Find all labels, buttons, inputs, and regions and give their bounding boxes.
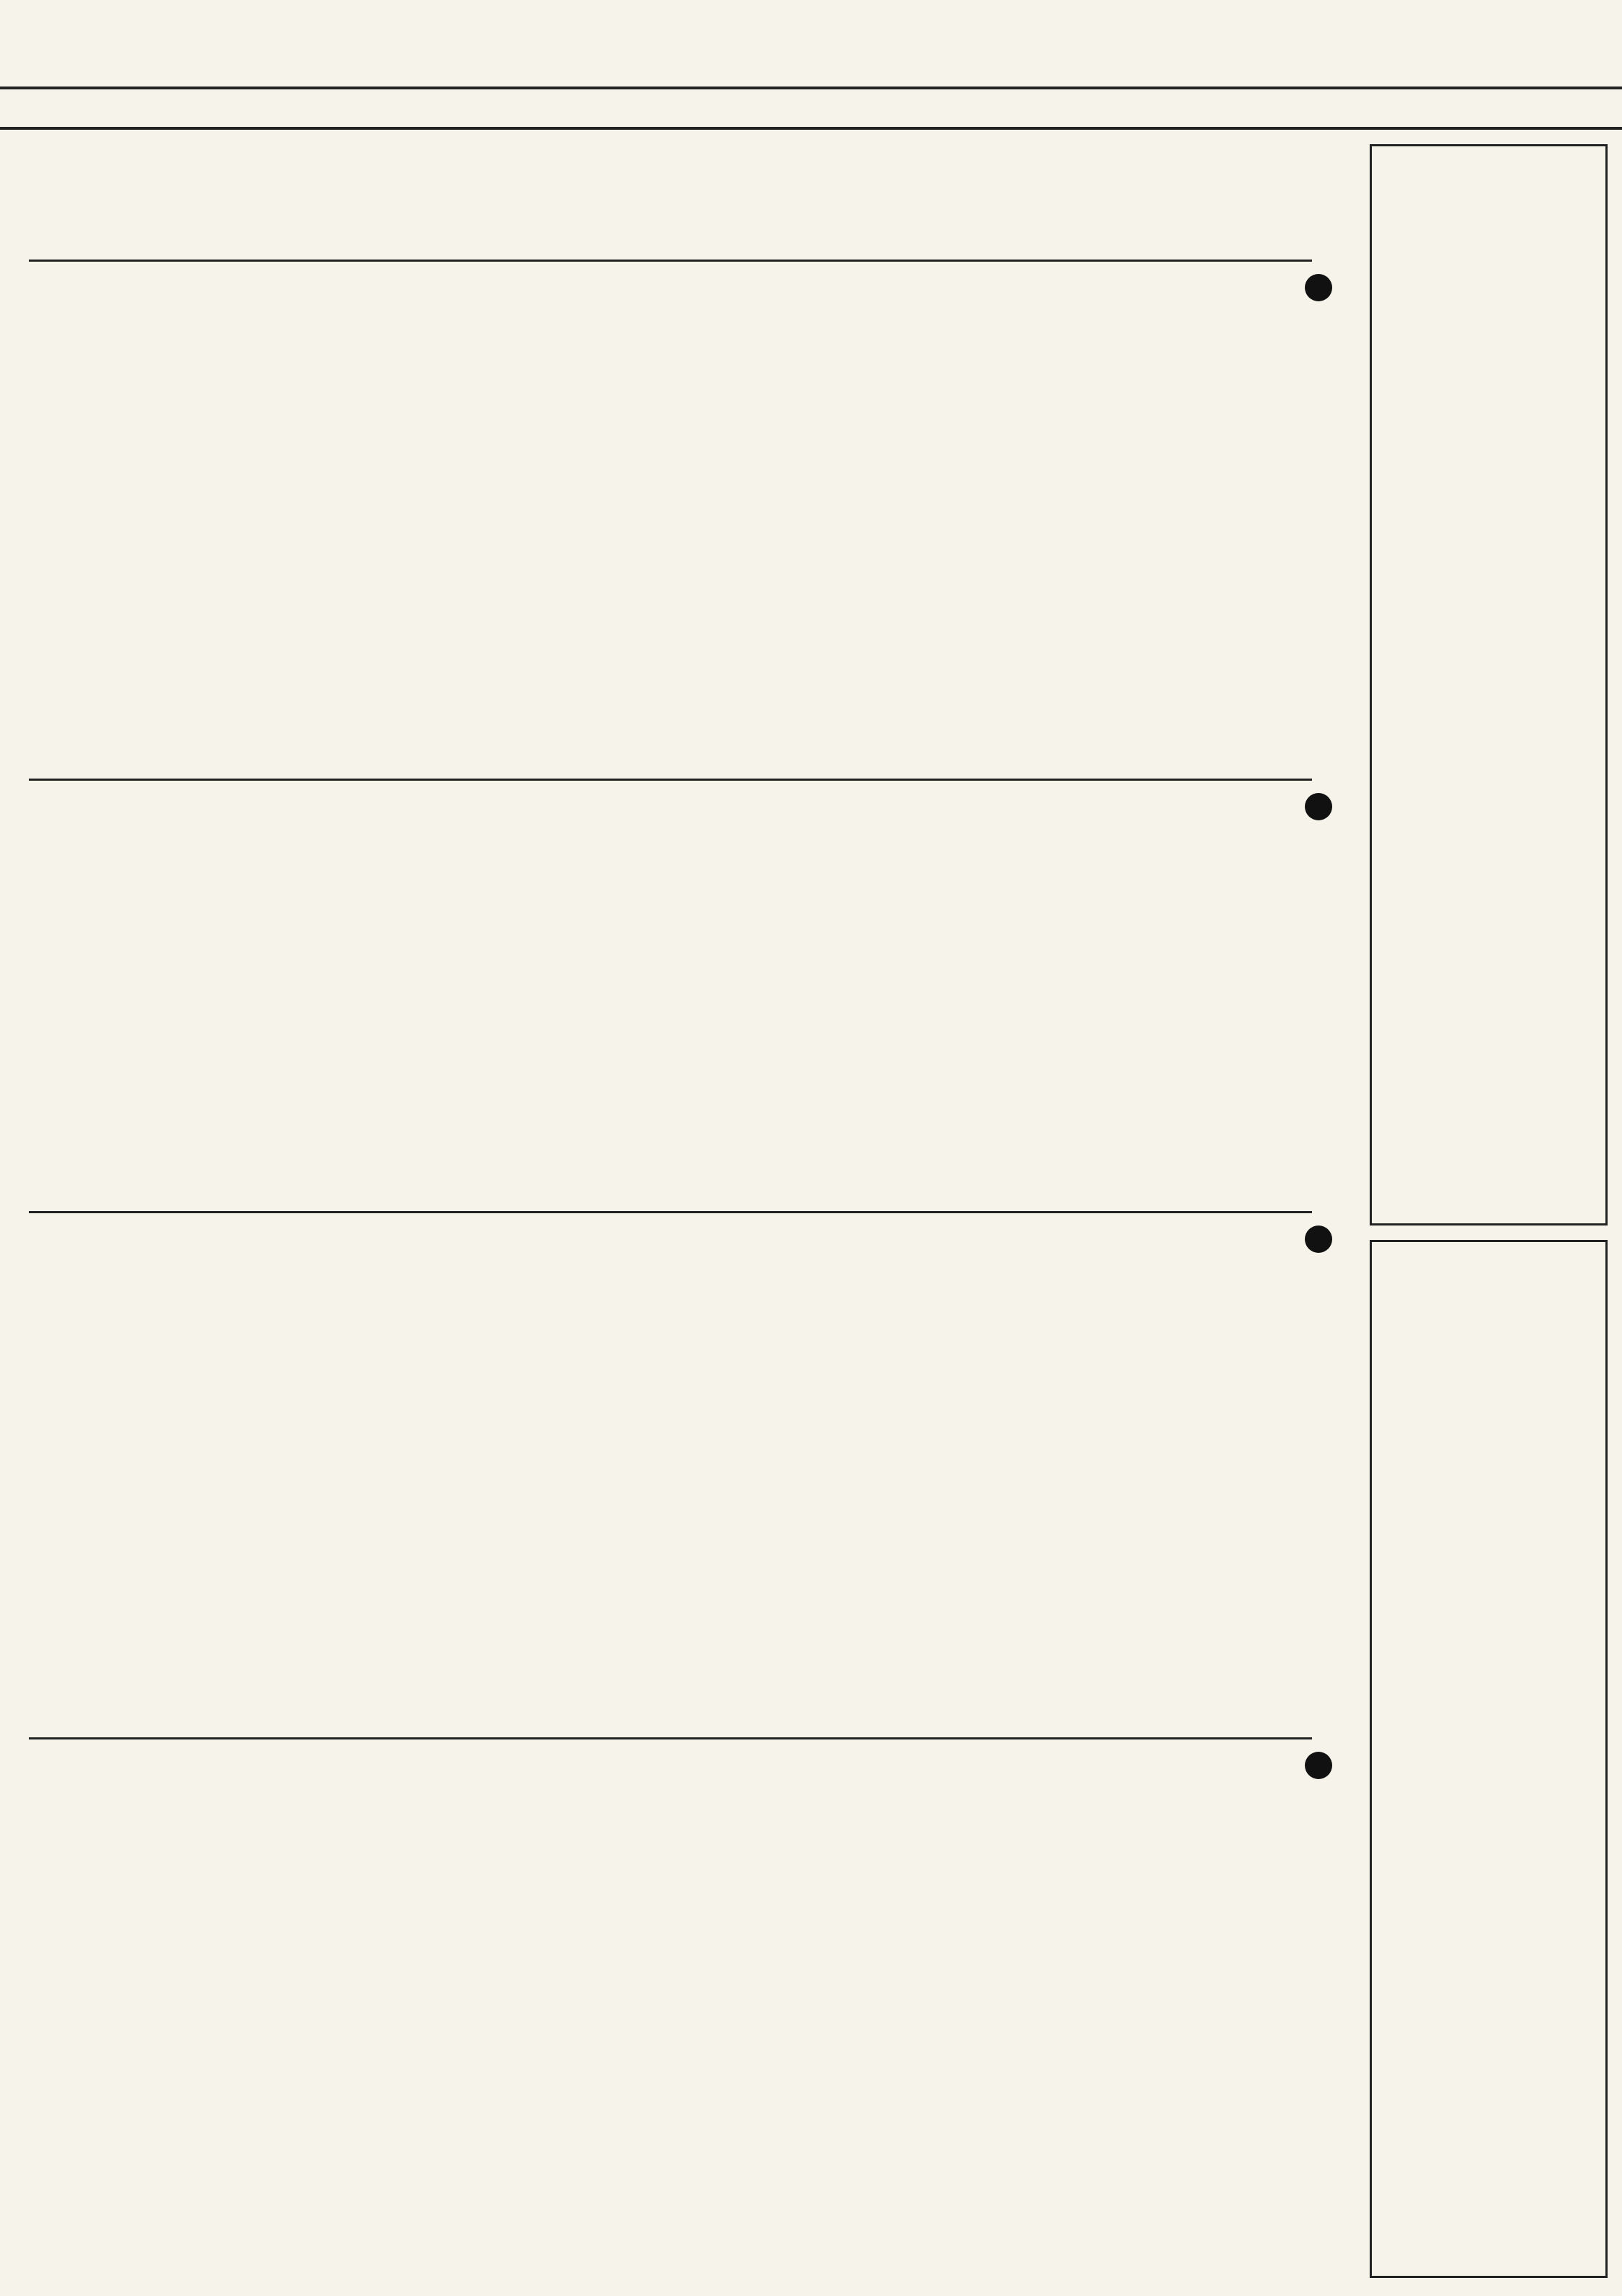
section-badge: [1305, 793, 1332, 820]
rule-3: [29, 1211, 1312, 1213]
right-ad-box-2: [1370, 1240, 1608, 2278]
rule-1: [29, 260, 1312, 262]
section-badge: [1305, 274, 1332, 301]
section-badge: [1305, 1752, 1332, 1779]
rule-2: [29, 779, 1312, 781]
section-badge: [1305, 1225, 1332, 1253]
right-ad-box: [1370, 144, 1608, 1225]
rule-4: [29, 1737, 1312, 1739]
masthead: [0, 87, 1622, 130]
